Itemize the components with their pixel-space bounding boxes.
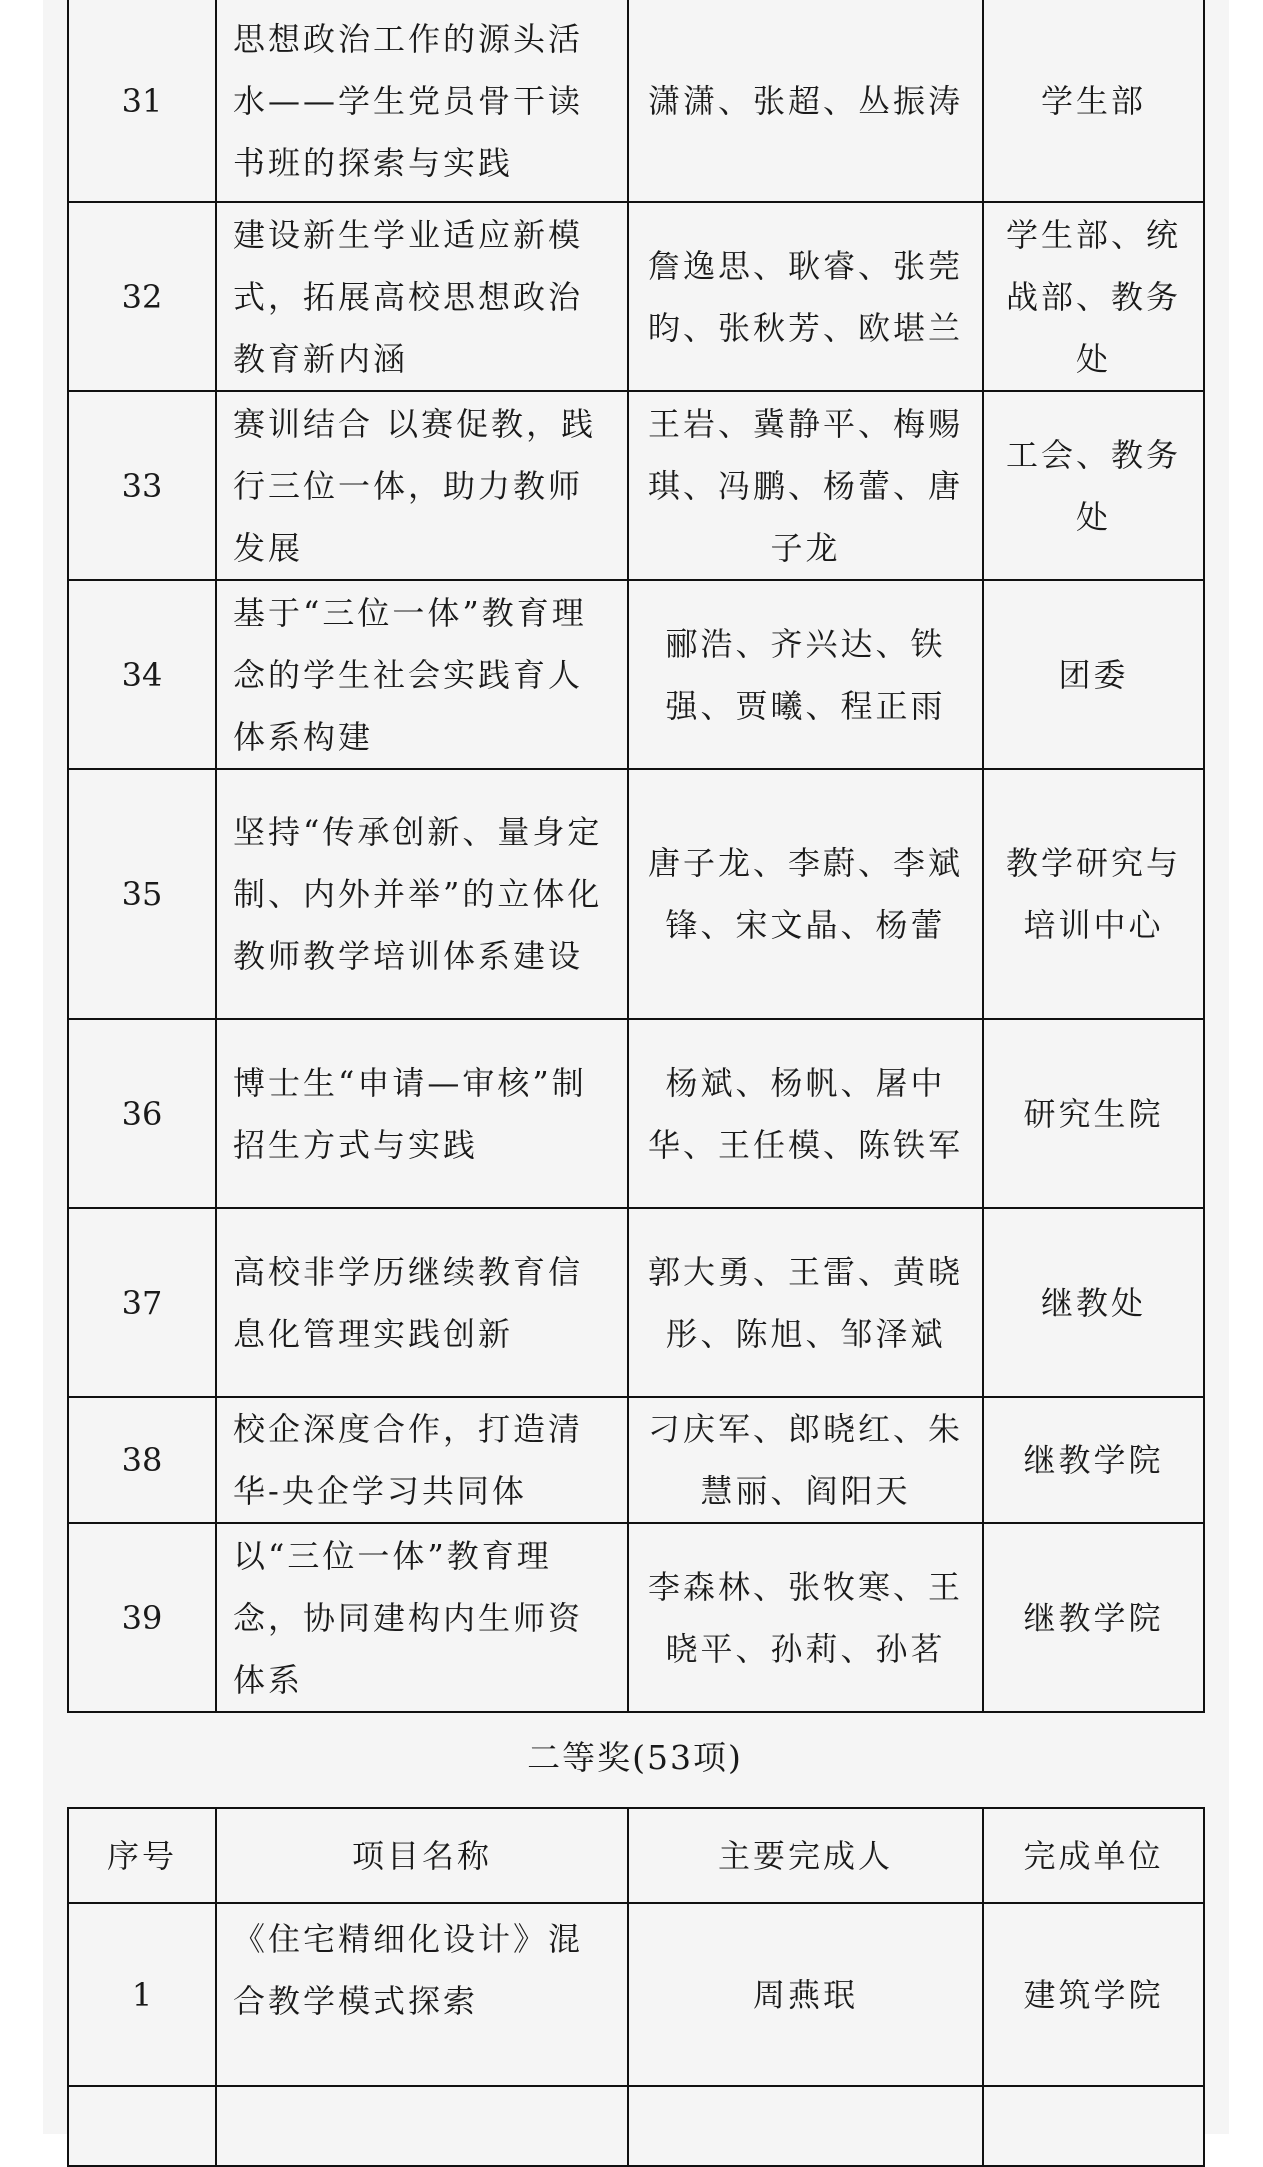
project-name: 建设新生学业适应新模式，拓展高校思想政治教育新内涵 <box>216 202 628 391</box>
document-page <box>43 0 1229 2134</box>
completion-unit: 学生部 <box>983 0 1204 202</box>
main-contributors: 郦浩、齐兴达、铁强、贾曦、程正雨 <box>628 580 983 769</box>
table-header-row <box>68 1808 1204 1903</box>
main-contributors: 李森林、张牧寒、王晓平、孙莉、孙茗 <box>628 1523 983 1712</box>
table-row <box>68 1523 1204 1712</box>
main-contributors: 刁庆军、郎晓红、朱慧丽、阎阳天 <box>628 1397 983 1523</box>
row-number: 35 <box>68 769 216 1019</box>
completion-unit: 建筑学院 <box>983 1903 1204 2086</box>
main-contributors: 王岩、冀静平、梅赐琪、冯鹏、杨蕾、唐子龙 <box>628 391 983 580</box>
table-row <box>68 1903 1204 2086</box>
header-number: 序号 <box>68 1808 216 1903</box>
table-row <box>68 1019 1204 1208</box>
completion-unit: 继教学院 <box>983 1523 1204 1712</box>
table-row <box>68 1208 1204 1397</box>
second-prize-table <box>67 1807 1205 2167</box>
project-name: 以“三位一体”教育理念，协同建构内生师资体系 <box>216 1523 628 1712</box>
project-name: 思想政治工作的源头活水——学生党员骨干读书班的探索与实践 <box>216 0 628 202</box>
empty-cell <box>628 2086 983 2166</box>
table-row <box>68 580 1204 769</box>
row-number: 1 <box>68 1903 216 2086</box>
main-contributors: 杨斌、杨帆、屠中华、王任模、陈铁军 <box>628 1019 983 1208</box>
empty-cell <box>68 2086 216 2166</box>
empty-cell <box>216 2086 628 2166</box>
row-number: 39 <box>68 1523 216 1712</box>
completion-unit: 学生部、统战部、教务处 <box>983 202 1204 391</box>
main-contributors: 周燕珉 <box>628 1903 983 2086</box>
row-number: 36 <box>68 1019 216 1208</box>
table-row <box>68 202 1204 391</box>
table-row <box>68 769 1204 1019</box>
project-name: 《住宅精细化设计》混合教学模式探索 <box>216 1903 628 2086</box>
completion-unit: 教学研究与培训中心 <box>983 769 1204 1019</box>
main-contributors: 唐子龙、李蔚、李斌锋、宋文晶、杨蕾 <box>628 769 983 1019</box>
project-name: 赛训结合 以赛促教，践行三位一体，助力教师发展 <box>216 391 628 580</box>
completion-unit: 团委 <box>983 580 1204 769</box>
row-number: 38 <box>68 1397 216 1523</box>
table-row <box>68 0 1204 202</box>
second-prize-heading: 二等奖(53项) <box>527 1738 743 1777</box>
main-contributors: 郭大勇、王雷、黄晓彤、陈旭、邹泽斌 <box>628 1208 983 1397</box>
project-name: 博士生“申请—审核”制招生方式与实践 <box>216 1019 628 1208</box>
table-row <box>68 1397 1204 1523</box>
completion-unit: 继教学院 <box>983 1397 1204 1523</box>
row-number: 31 <box>68 0 216 202</box>
row-number: 37 <box>68 1208 216 1397</box>
completion-unit: 工会、教务处 <box>983 391 1204 580</box>
table-row <box>68 391 1204 580</box>
header-completion-unit: 完成单位 <box>983 1808 1204 1903</box>
header-main-contributors: 主要完成人 <box>628 1808 983 1903</box>
header-project-name: 项目名称 <box>216 1808 628 1903</box>
row-number: 33 <box>68 391 216 580</box>
row-number: 32 <box>68 202 216 391</box>
project-name: 高校非学历继续教育信息化管理实践创新 <box>216 1208 628 1397</box>
row-number: 34 <box>68 580 216 769</box>
project-name: 校企深度合作，打造清华-央企学习共同体 <box>216 1397 628 1523</box>
main-contributors: 詹逸思、耿睿、张莞昀、张秋芳、欧堪兰 <box>628 202 983 391</box>
project-name: 基于“三位一体”教育理念的学生社会实践育人体系构建 <box>216 580 628 769</box>
main-contributors: 潇潇、张超、丛振涛 <box>628 0 983 202</box>
first-prize-table-continued <box>67 0 1205 1713</box>
table-row-partial <box>68 2086 1204 2166</box>
completion-unit: 继教处 <box>983 1208 1204 1397</box>
empty-cell <box>983 2086 1204 2166</box>
completion-unit: 研究生院 <box>983 1019 1204 1208</box>
project-name: 坚持“传承创新、量身定制、内外并举”的立体化教师教学培训体系建设 <box>216 769 628 1019</box>
